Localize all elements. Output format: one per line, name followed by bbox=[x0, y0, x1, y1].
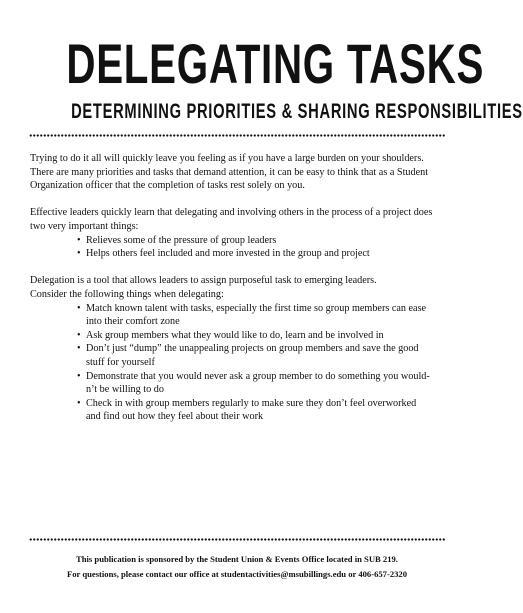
text-line: Trying to do it all will quickly leave you feeling as if you have a large burden on your shoulders. bbox=[30, 153, 424, 164]
text-line: into their comfort zone bbox=[86, 316, 180, 328]
list-item bbox=[30, 370, 444, 397]
sponsor-note: This publication is sponsored by the Student Union & Events Office located in SUB 219. bbox=[76, 554, 398, 564]
text-line: n’t be willing to do bbox=[86, 384, 164, 396]
contact-note: For questions, please contact our office at studentactivities@msubillings.edu or 406-657-2320 bbox=[66, 569, 408, 579]
body-content bbox=[30, 152, 444, 424]
text-line: Organization officer that the completion of tasks rest solely on you. bbox=[30, 180, 305, 192]
delegation-bullet-list bbox=[30, 302, 444, 424]
list-item: • Helps others feel included and more invested in the group and project bbox=[30, 247, 444, 261]
text-line: Check in with group members regularly to make sure they don’t feel overworked bbox=[86, 397, 417, 409]
dotted-divider-top bbox=[29, 134, 445, 137]
intro-paragraph bbox=[30, 152, 444, 193]
text-line: Consider the following things when delegating: bbox=[30, 288, 224, 300]
effective-bullet-list bbox=[30, 234, 444, 261]
list-item bbox=[30, 329, 444, 343]
text-line: There are many priorities and tasks that demand attention, it can be easy to think that as a Student bbox=[30, 166, 429, 178]
text-line: two very important things: bbox=[30, 220, 139, 232]
page-title: DELEGATING TASKS bbox=[66, 32, 485, 95]
dotted-divider-bottom bbox=[29, 538, 445, 541]
list-item bbox=[30, 342, 444, 369]
delegation-paragraph bbox=[30, 274, 444, 301]
list-item: • Relieves some of the pressure of group leaders bbox=[30, 234, 444, 248]
text-line: Match known talent with tasks, especially the first time so group members can ease bbox=[86, 302, 427, 314]
text-line: stuff for yourself bbox=[86, 356, 155, 368]
text-line: Delegation is a tool that allows leaders to assign purposeful task to emerging leaders. bbox=[30, 275, 377, 287]
list-item bbox=[30, 397, 444, 424]
text-line: Demonstrate that you would never ask a group member to do something you would- bbox=[86, 370, 430, 382]
text-line: Ask group members what they would like to do, learn and be involved in bbox=[86, 329, 384, 341]
effective-leaders-paragraph bbox=[30, 206, 444, 233]
list-item bbox=[30, 302, 444, 329]
page-subtitle: DETERMINING PRIORITIES & SHARING RESPONSIBILITIES bbox=[71, 100, 523, 123]
text-line: Don’t just “dump” the unappealing projects on group members and save the good bbox=[86, 343, 419, 355]
text-line: Effective leaders quickly learn that delegating and involving others in the process of a project does bbox=[30, 207, 433, 219]
text-line: and find out how they feel about their work bbox=[86, 411, 264, 423]
